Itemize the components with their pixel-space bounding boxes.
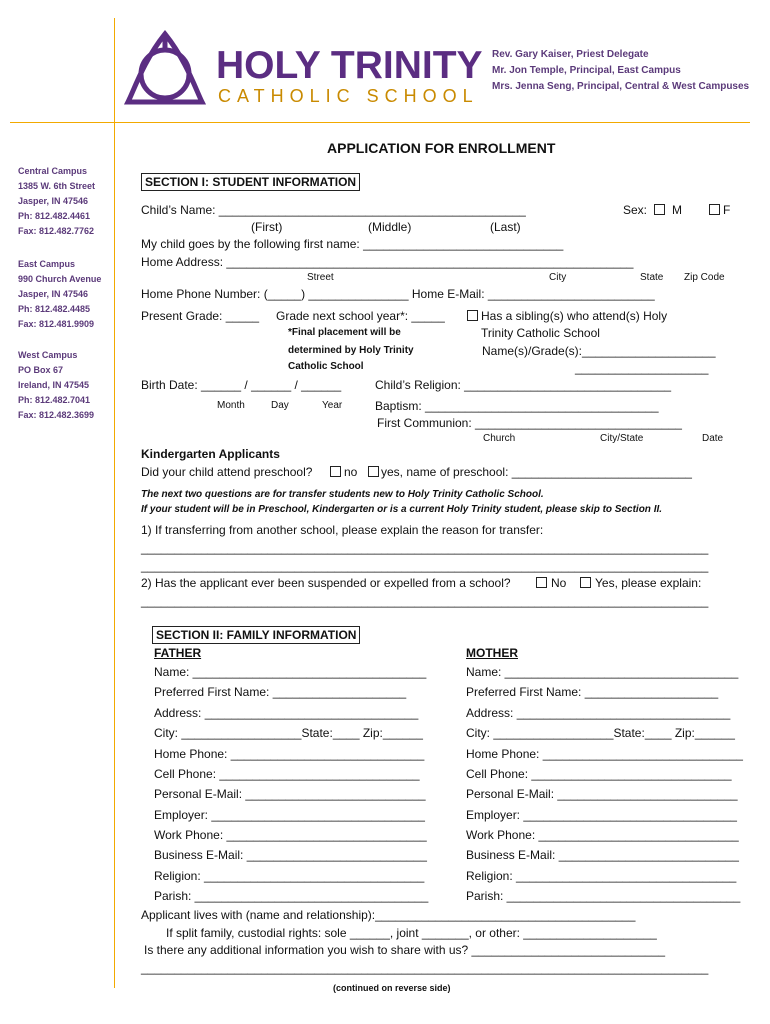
section2-heading: SECTION II: FAMILY INFORMATION: [152, 626, 360, 644]
staff-line: Mrs. Jenna Seng, Principal, Central & West Campuses: [492, 81, 750, 92]
sex-f-checkbox[interactable]: [709, 204, 720, 215]
year-caption: Year: [322, 400, 343, 411]
first-caption: (First): [251, 220, 283, 234]
father-field[interactable]: Address: ________________________________: [154, 706, 419, 720]
campus-line: Ireland, IN 47545: [18, 380, 90, 390]
suspended-no-checkbox[interactable]: [536, 577, 547, 588]
kinder-heading: Kindergarten Applicants: [141, 447, 280, 461]
campus-line: PO Box 67: [18, 365, 64, 375]
transfer-note: The next two questions are for transfer students new to Holy Trinity Catholic School.: [141, 489, 544, 500]
mother-field[interactable]: Name: ___________________________________: [466, 665, 739, 679]
preschool-yes-checkbox[interactable]: [368, 466, 379, 477]
sibling-label: Has a sibling(s) who attend(s) Holy: [481, 309, 668, 323]
day-caption: Day: [271, 400, 289, 411]
suspended-yes-checkbox[interactable]: [580, 577, 591, 588]
father-field[interactable]: City: __________________State:____ Zip:______: [154, 726, 423, 740]
page-title: APPLICATION FOR ENROLLMENT: [327, 140, 556, 156]
grade-next-field[interactable]: Grade next school year*: _____: [276, 309, 445, 323]
present-grade-field[interactable]: Present Grade: _____: [141, 309, 260, 323]
campus-line: 990 Church Avenue: [18, 274, 102, 284]
additional-info-field[interactable]: Is there any additional information you wish to share with us? _____________________________: [144, 943, 666, 957]
state-caption: State: [640, 272, 664, 283]
father-field[interactable]: Work Phone: ______________________________: [154, 828, 427, 842]
logo-main-text: HOLY TRINITY: [216, 44, 483, 87]
logo-sub-text: CATHOLIC SCHOOL: [218, 86, 479, 106]
preschool-yes-field[interactable]: yes, name of preschool: ___________________________: [381, 465, 692, 479]
mother-field[interactable]: Religion: _________________________________: [466, 869, 737, 883]
answer-line[interactable]: _____________________________________________________________________________________: [141, 594, 709, 608]
father-field[interactable]: Preferred First Name: ____________________: [154, 685, 407, 699]
campus-line: Ph: 812.482.4461: [18, 211, 91, 221]
childs-name-field[interactable]: Child’s Name: ______________________________________________: [141, 203, 526, 217]
school-logo: [124, 30, 483, 110]
campus-line: Fax: 812.481.9909: [18, 319, 95, 329]
city-caption: City: [549, 272, 567, 283]
campus-line: Fax: 812.482.7762: [18, 226, 95, 236]
trinity-knot-icon: [124, 30, 206, 110]
zip-caption: Zip Code: [684, 272, 725, 283]
campus-line: Central Campus: [18, 166, 88, 176]
street-caption: Street: [307, 272, 334, 283]
campus-line: 1385 W. 6th Street: [18, 181, 96, 191]
sibling-checkbox[interactable]: [467, 310, 478, 321]
mother-field[interactable]: Preferred First Name: ____________________: [466, 685, 719, 699]
mother-field[interactable]: Employer: ________________________________: [466, 808, 737, 822]
custodial-field[interactable]: If split family, custodial rights: sole ______, joint _______, or other: ____________________: [166, 926, 657, 940]
answer-line[interactable]: _____________________________________________________________________________________: [141, 541, 709, 555]
city-state-caption: City/State: [600, 433, 644, 444]
last-caption: (Last): [490, 220, 521, 234]
baptism-field[interactable]: Baptism: ___________________________________: [375, 399, 659, 413]
mother-heading: MOTHER: [466, 646, 518, 660]
campus-line: Jasper, IN 47546: [18, 196, 89, 206]
transfer-question-2: 2) Has the applicant ever been suspended or expelled from a school?: [141, 576, 511, 590]
mother-field[interactable]: Parish: ___________________________________: [466, 889, 741, 903]
placement-note-line: *Final placement will be: [288, 327, 401, 338]
answer-line[interactable]: _____________________________________________________________________________________: [141, 559, 709, 573]
middle-caption: (Middle): [368, 220, 412, 234]
header-rule: [10, 122, 750, 123]
preschool-question: Did your child attend preschool?: [141, 465, 313, 479]
sibling-label-2: Trinity Catholic School: [481, 326, 600, 340]
goes-by-field[interactable]: My child goes by the following first name: ______________________________: [141, 237, 564, 251]
father-field[interactable]: Cell Phone: ______________________________: [154, 767, 420, 781]
staff-line: Rev. Gary Kaiser, Priest Delegate: [492, 49, 649, 60]
father-heading: FATHER: [154, 646, 202, 660]
placement-note-line: determined by Holy Trinity: [288, 345, 414, 356]
sex-m-checkbox[interactable]: [654, 204, 665, 215]
continued-footer: (continued on reverse side): [333, 983, 451, 993]
father-field[interactable]: Parish: ___________________________________: [154, 889, 429, 903]
mother-field[interactable]: Work Phone: ______________________________: [466, 828, 739, 842]
suspended-yes-label: Yes, please explain:: [595, 576, 702, 590]
campus-line: East Campus: [18, 259, 76, 269]
father-field[interactable]: Name: ___________________________________: [154, 665, 427, 679]
first-communion-field[interactable]: First Communion: _______________________________: [377, 416, 682, 430]
date-caption: Date: [702, 433, 724, 444]
suspended-no-label: No: [551, 576, 567, 590]
sex-label: Sex:: [623, 203, 648, 217]
mother-field[interactable]: Cell Phone: ______________________________: [466, 767, 732, 781]
preschool-no-label: no: [344, 465, 358, 479]
home-phone-field[interactable]: Home Phone Number: (_____) _______________ Home E-Mail: _________________________: [141, 287, 655, 301]
answer-line[interactable]: _____________________________________________________________________________________: [141, 961, 709, 975]
birth-date-field[interactable]: Birth Date: ______ / ______ / ______: [141, 378, 342, 392]
mother-field[interactable]: Address: ________________________________: [466, 706, 731, 720]
transfer-question-1: 1) If transferring from another school, please explain the reason for transfer:: [141, 523, 544, 537]
sex-f-label: F: [723, 203, 731, 217]
name-grade-field-2[interactable]: ____________________: [575, 361, 709, 375]
campus-line: Ph: 812.482.4485: [18, 304, 91, 314]
name-grade-field[interactable]: Name(s)/Grade(s):____________________: [482, 344, 716, 358]
mother-field[interactable]: Home Phone: ______________________________: [466, 747, 743, 761]
placement-note-line: Catholic School: [288, 361, 364, 372]
staff-line: Mr. Jon Temple, Principal, East Campus: [492, 65, 681, 76]
father-field[interactable]: Home Phone: _____________________________: [154, 747, 425, 761]
sex-m-label: M: [672, 203, 682, 217]
religion-field[interactable]: Child’s Religion: _______________________________: [375, 378, 672, 392]
campus-line: West Campus: [18, 350, 78, 360]
church-caption: Church: [483, 433, 516, 444]
campus-line: Jasper, IN 47546: [18, 289, 89, 299]
month-caption: Month: [217, 400, 245, 411]
campus-line: Ph: 812.482.7041: [18, 395, 91, 405]
transfer-note: If your student will be in Preschool, Kindergarten or is a current Holy Trinity student, please skip to Section II.: [141, 504, 663, 515]
section1-heading: SECTION I: STUDENT INFORMATION: [141, 173, 360, 191]
father-field[interactable]: Employer: ________________________________: [154, 808, 425, 822]
preschool-no-checkbox[interactable]: [330, 466, 341, 477]
father-field[interactable]: Personal E-Mail: ___________________________: [154, 787, 426, 801]
lives-with-field[interactable]: Applicant lives with (name and relationship):_______________________________________: [141, 908, 636, 922]
mother-field[interactable]: Personal E-Mail: ___________________________: [466, 787, 738, 801]
sidebar-rule: [114, 18, 115, 988]
mother-field[interactable]: City: __________________State:____ Zip:______: [466, 726, 735, 740]
father-field[interactable]: Religion: _________________________________: [154, 869, 425, 883]
mother-field[interactable]: Business E-Mail: ___________________________: [466, 848, 739, 862]
campus-line: Fax: 812.482.3699: [18, 410, 95, 420]
home-address-field[interactable]: Home Address: _____________________________________________________________: [141, 255, 634, 269]
father-field[interactable]: Business E-Mail: ___________________________: [154, 848, 427, 862]
